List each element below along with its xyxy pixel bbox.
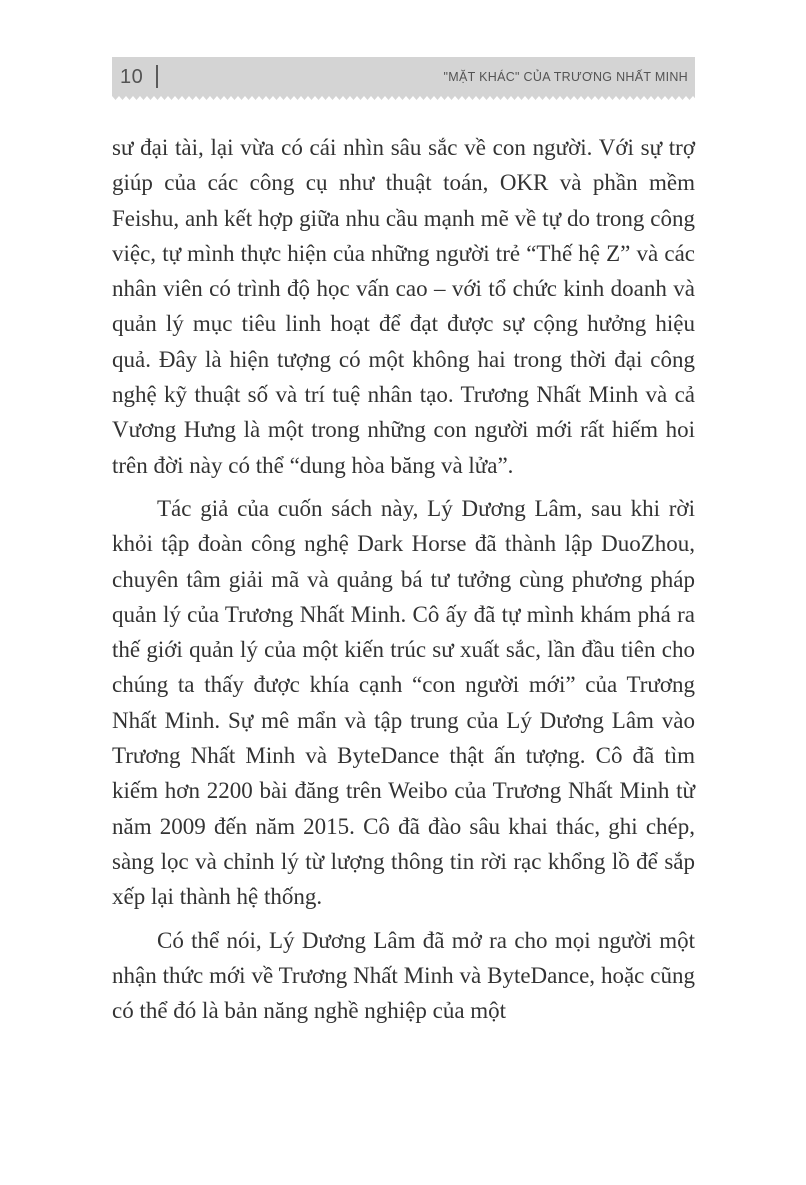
header-torn-edge xyxy=(112,96,695,100)
running-header xyxy=(112,57,695,100)
body-paragraph: Có thể nói, Lý Dương Lâm đã mở ra cho mọi người một nhận thức mới về Trương Nhất Minh và ByteDance, hoặc cũng có thể đó là bản năng nghề nghiệp của một xyxy=(112,927,695,1024)
header-separator-bar xyxy=(156,65,158,88)
page-body xyxy=(112,130,695,1028)
body-paragraph-continuation: sư đại tài, lại vừa có cái nhìn sâu sắc về con người. Với sự trợ giúp của các công cụ như thuật toán, OKR và phần mềm Feishu, anh kết hợp giữa nhu cầu mạnh mẽ về tự do trong công việc, tự mình thực hiện của những người trẻ “Thế hệ Z” và các nhân viên có trình độ học vấn cao – với tổ chức kinh doanh và quản lý mục tiêu linh hoạt để đạt được sự cộng hưởng hiệu quả. Đây là hiện tượng có một không hai trong thời đại công nghệ kỹ thuật số và trí tuệ nhân tạo. Trương Nhất Minh và cả Vương Hưng là một trong những con người mới rất hiếm hoi trên đời này có thể “dung hòa băng và lửa”. xyxy=(112,135,695,478)
running-header-band xyxy=(112,57,695,96)
body-paragraph: Tác giả của cuốn sách này, Lý Dương Lâm, sau khi rời khỏi tập đoàn công nghệ Dark Horse đã thành lập DuoZhou, chuyên tâm giải mã và quảng bá tư tưởng cùng phương pháp quản lý của Trương Nhất Minh. Cô ấy đã tự mình khám phá ra thế giới quản lý của một kiến trúc sư xuất sắc, lần đầu tiên cho chúng ta thấy được khía cạnh “con người mới” của Trương Nhất Minh. Sự mê mẩn và tập trung của Lý Dương Lâm vào Trương Nhất Minh và ByteDance thật ấn tượng. Cô đã tìm kiếm hơn 2200 bài đăng trên Weibo của Trương Nhất Minh từ năm 2009 đến năm 2015. Cô đã đào sâu khai thác, ghi chép, sàng lọc và chỉnh lý từ lượng thông tin rời rạc khổng lồ để sắp xếp lại thành hệ thống. xyxy=(112,495,695,910)
running-title: "MẶT KHÁC" CỦA TRƯƠNG NHẤT MINH xyxy=(443,69,688,84)
page-number: 10 xyxy=(120,65,144,88)
